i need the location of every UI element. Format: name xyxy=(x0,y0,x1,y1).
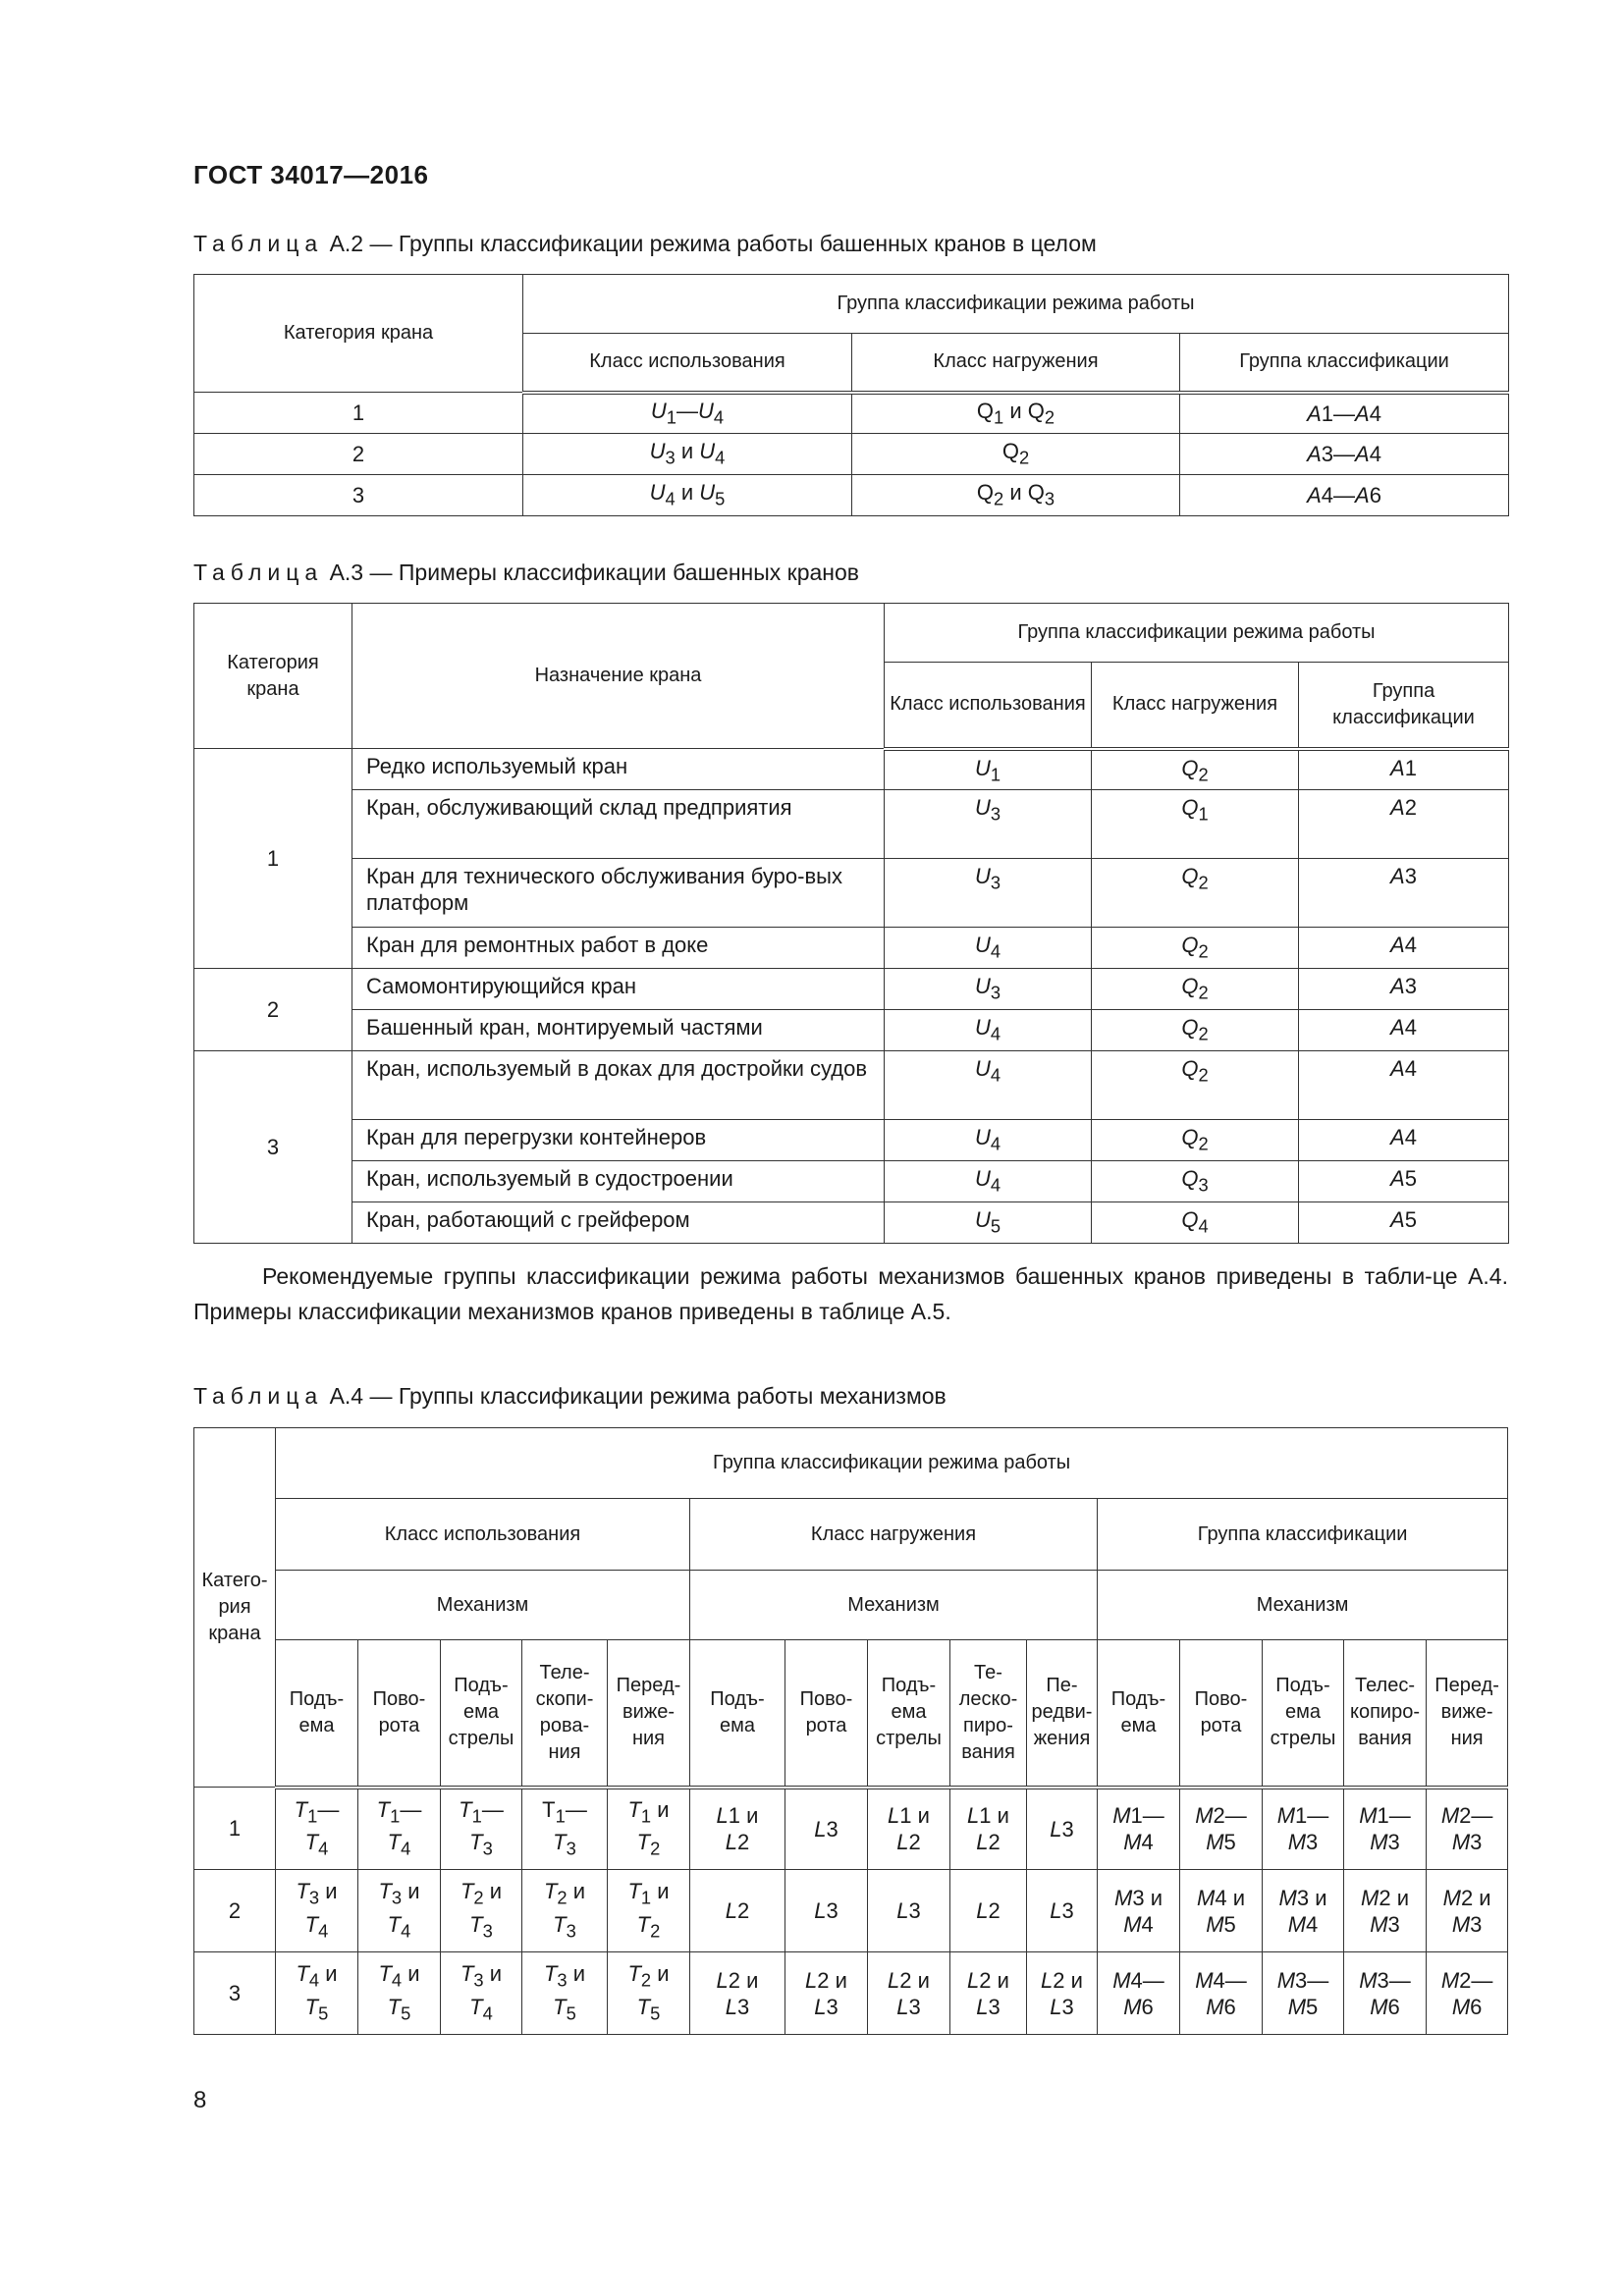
table-row xyxy=(194,790,1509,859)
table-a4-mechanism-class: Механизм xyxy=(1098,1571,1508,1640)
mechanism-group-cell: M3— M5 xyxy=(1263,1952,1344,2035)
crane-purpose-cell: Кран, используемый в доках для достройки судов xyxy=(352,1051,885,1120)
mechanism-group-cell: L3 xyxy=(1027,1870,1098,1952)
table-a2-header-load: Класс нагружения xyxy=(852,334,1180,393)
crane-purpose-cell: Кран, обслуживающий склад предприятия xyxy=(352,790,885,859)
category-cell: 2 xyxy=(194,434,523,475)
body-paragraph: Рекомендуемые группы классификации режима работы механизмов башенных кранов приведены в табли-це А.4. Примеры классификации механизмов кранов приведены в таблице А.5. xyxy=(193,1263,1508,1324)
use-class-cell: $U_3$ xyxy=(885,969,1092,1010)
mechanism-subheader-cell: Подъ-ема xyxy=(1098,1640,1180,1788)
table-row xyxy=(194,1161,1509,1202)
table-a4-subheader-row xyxy=(194,1640,1508,1788)
mechanism-group-cell: L2 и L3 xyxy=(950,1952,1027,2035)
table-a2 xyxy=(193,274,1509,516)
crane-purpose-cell: Кран, работающий с грейфером xyxy=(352,1202,885,1244)
mechanism-group-cell: $T_3$ и $T_5$ xyxy=(522,1952,608,2035)
mechanism-group-cell: L3 xyxy=(868,1870,950,1952)
table-row xyxy=(194,969,1509,1010)
table-row xyxy=(194,749,1509,790)
mechanism-group-cell: M2— M3 xyxy=(1427,1788,1508,1870)
table-a3-caption-text: А.3 — Примеры классификации башенных кранов xyxy=(323,560,859,585)
mechanism-group-cell: $T_3$ и $T_4$ xyxy=(441,1952,522,2035)
classification-group-cell: A5 xyxy=(1299,1161,1509,1202)
table-row xyxy=(194,1120,1509,1161)
use-class-cell: $U_1$ xyxy=(885,749,1092,790)
classification-group-cell: A4 xyxy=(1299,1051,1509,1120)
mechanism-group-cell: $T_1—$ $T_3$ xyxy=(522,1788,608,1870)
table-a4-caption-text: А.4 — Группы классификации режима работы механизмов xyxy=(323,1383,947,1409)
mechanism-group-cell: L3 xyxy=(785,1870,868,1952)
table-a3-header-class: Группа классификации xyxy=(1299,663,1509,749)
table-a3-caption-prefix: Таблица xyxy=(193,560,324,585)
mechanism-subheader-cell: Подъ-ема стрелы xyxy=(868,1640,950,1788)
use-class-cell: $U_4$ xyxy=(885,1120,1092,1161)
table-row xyxy=(194,1010,1509,1051)
load-class-cell: $Q_2$ xyxy=(1092,969,1299,1010)
table-a2-caption xyxy=(193,231,1097,257)
mechanism-subheader-cell: Пе-редви-жения xyxy=(1027,1640,1098,1788)
table-row xyxy=(194,434,1509,475)
load-class-cell: $Q_1$ и $Q_2$ xyxy=(852,393,1180,434)
classification-group-cell: A5 xyxy=(1299,1202,1509,1244)
mechanism-group-cell: L2 и L3 xyxy=(690,1952,785,2035)
category-cell: 2 xyxy=(194,969,352,1051)
mechanism-subheader-cell: Пово-рота xyxy=(1180,1640,1263,1788)
mechanism-group-cell: M3 и M4 xyxy=(1263,1870,1344,1952)
mechanism-group-cell: $T_4$ и $T_5$ xyxy=(358,1952,441,2035)
mechanism-group-cell: $T_1$ и $T_2$ xyxy=(608,1870,690,1952)
load-class-cell: $Q_2$ xyxy=(1092,749,1299,790)
mechanism-group-cell: $T_1—$ $T_3$ xyxy=(441,1788,522,1870)
mechanism-group-cell: L1 и L2 xyxy=(690,1788,785,1870)
category-cell: 1 xyxy=(194,1788,276,1870)
crane-purpose-cell: Башенный кран, монтируемый частями xyxy=(352,1010,885,1051)
use-class-cell: $U_3$ и $U_4$ xyxy=(523,434,852,475)
mechanism-group-cell: M2— M6 xyxy=(1427,1952,1508,2035)
table-a3-header-load: Класс нагружения xyxy=(1092,663,1299,749)
mechanism-group-cell: L3 xyxy=(785,1788,868,1870)
classification-group-cell: A4—A6 xyxy=(1180,475,1509,516)
category-cell: 3 xyxy=(194,475,523,516)
table-row xyxy=(194,1952,1508,2035)
table-a4 xyxy=(193,1427,1508,2035)
table-a2-body xyxy=(194,393,1509,516)
mechanism-group-cell: $T_3$ и $T_4$ xyxy=(276,1870,358,1952)
table-a4-header-use: Класс использования xyxy=(276,1499,690,1571)
mechanism-group-cell: M2 и M3 xyxy=(1427,1870,1508,1952)
mechanism-group-cell: M3 и M4 xyxy=(1098,1870,1180,1952)
mechanism-subheader-cell: Перед-виже-ния xyxy=(608,1640,690,1788)
mechanism-group-cell: L1 и L2 xyxy=(950,1788,1027,1870)
classification-group-cell: A3 xyxy=(1299,969,1509,1010)
table-row xyxy=(194,1788,1508,1870)
use-class-cell: $U_4$ и $U_5$ xyxy=(523,475,852,516)
table-row xyxy=(194,1870,1508,1952)
table-row xyxy=(194,475,1509,516)
category-cell: 1 xyxy=(194,393,523,434)
classification-group-cell: A4 xyxy=(1299,1010,1509,1051)
table-a3-header-group: Группа классификации режима работы xyxy=(885,604,1509,663)
table-a4-header-category: Катего-рия крана xyxy=(194,1428,276,1788)
mechanism-group-cell: $T_1—$ $T_4$ xyxy=(358,1788,441,1870)
mechanism-group-cell: M3— M6 xyxy=(1344,1952,1427,2035)
classification-group-cell: A1 xyxy=(1299,749,1509,790)
mechanism-group-cell: M4— M6 xyxy=(1098,1952,1180,2035)
classification-group-cell: A1—A4 xyxy=(1180,393,1509,434)
mechanism-group-cell: $T_2$ и $T_3$ xyxy=(441,1870,522,1952)
mechanism-group-cell: L2 и L3 xyxy=(1027,1952,1098,2035)
crane-purpose-cell: Кран для ремонтных работ в доке xyxy=(352,928,885,969)
table-a2-header-class: Группа классификации xyxy=(1180,334,1509,393)
table-row xyxy=(194,1051,1509,1120)
crane-purpose-cell: Самомонтирующийся кран xyxy=(352,969,885,1010)
table-a2-caption-prefix: Таблица xyxy=(193,231,324,256)
table-a3-caption xyxy=(193,560,859,586)
category-cell: 1 xyxy=(194,749,352,969)
use-class-cell: $U_4$ xyxy=(885,928,1092,969)
mechanism-group-cell: L3 xyxy=(1027,1788,1098,1870)
use-class-cell: $U_3$ xyxy=(885,790,1092,859)
load-class-cell: $Q_3$ xyxy=(1092,1161,1299,1202)
use-class-cell: $U_1—U_4$ xyxy=(523,393,852,434)
table-row xyxy=(194,859,1509,928)
mechanism-group-cell: L2 xyxy=(950,1870,1027,1952)
crane-purpose-cell: Кран для перегрузки контейнеров xyxy=(352,1120,885,1161)
table-a4-caption-prefix: Таблица xyxy=(193,1383,324,1409)
mechanism-group-cell: L2 и L3 xyxy=(785,1952,868,2035)
table-a2-header-use: Класс использования xyxy=(523,334,852,393)
table-row xyxy=(194,393,1509,434)
mechanism-subheader-cell: Подъ-ема стрелы xyxy=(1263,1640,1344,1788)
table-row xyxy=(194,928,1509,969)
mechanism-group-cell: L2 xyxy=(690,1870,785,1952)
mechanism-group-cell: $T_1—$ $T_4$ xyxy=(276,1788,358,1870)
load-class-cell: $Q_2$ xyxy=(852,434,1180,475)
use-class-cell: $U_4$ xyxy=(885,1010,1092,1051)
classification-group-cell: A4 xyxy=(1299,928,1509,969)
mechanism-subheader-cell: Пово-рота xyxy=(358,1640,441,1788)
mechanism-subheader-cell: Теле-скопи-рова-ния xyxy=(522,1640,608,1788)
mechanism-group-cell: M1— M4 xyxy=(1098,1788,1180,1870)
table-a4-body xyxy=(194,1788,1508,2035)
mechanism-group-cell: $T_1$ и $T_2$ xyxy=(608,1788,690,1870)
table-a4-header-load: Класс нагружения xyxy=(690,1499,1098,1571)
table-a4-mechanism-use: Механизм xyxy=(276,1571,690,1640)
table-a3-header-purpose: Назначение крана xyxy=(352,604,885,749)
mechanism-group-cell: M4— M6 xyxy=(1180,1952,1263,2035)
category-cell: 3 xyxy=(194,1051,352,1244)
classification-group-cell: A3—A4 xyxy=(1180,434,1509,475)
mechanism-group-cell: M1— M3 xyxy=(1344,1788,1427,1870)
use-class-cell: $U_4$ xyxy=(885,1161,1092,1202)
mechanism-group-cell: $T_4$ и $T_5$ xyxy=(276,1952,358,2035)
mechanism-group-cell: L2 и L3 xyxy=(868,1952,950,2035)
table-a2-header-group: Группа классификации режима работы xyxy=(523,275,1509,334)
document-header: ГОСТ 34017—2016 xyxy=(193,160,429,189)
load-class-cell: $Q_2$ xyxy=(1092,1010,1299,1051)
table-a4-caption xyxy=(193,1383,947,1410)
page-number: 8 xyxy=(193,2087,207,2113)
table-a4-header-group: Группа классификации режима работы xyxy=(276,1428,1508,1499)
table-a2-caption-text: А.2 — Группы классификации режима работы башенных кранов в целом xyxy=(323,231,1097,256)
category-cell: 2 xyxy=(194,1870,276,1952)
mechanism-subheader-cell: Телес-копиро-вания xyxy=(1344,1640,1427,1788)
use-class-cell: $U_3$ xyxy=(885,859,1092,928)
mechanism-group-cell: $T_2$ и $T_5$ xyxy=(608,1952,690,2035)
table-a2-header-category: Категория крана xyxy=(194,275,523,393)
use-class-cell: $U_4$ xyxy=(885,1051,1092,1120)
crane-purpose-cell: Кран для технического обслуживания буро-вых платформ xyxy=(352,859,885,928)
use-class-cell: $U_5$ xyxy=(885,1202,1092,1244)
mechanism-subheader-cell: Те-леско-пиро-вания xyxy=(950,1640,1027,1788)
table-a3-header-category: Категория крана xyxy=(194,604,352,749)
load-class-cell: $Q_2$ и $Q_3$ xyxy=(852,475,1180,516)
load-class-cell: $Q_4$ xyxy=(1092,1202,1299,1244)
load-class-cell: $Q_2$ xyxy=(1092,1120,1299,1161)
mechanism-subheader-cell: Пово-рота xyxy=(785,1640,868,1788)
table-a4-header-class: Группа классификации xyxy=(1098,1499,1508,1571)
crane-purpose-cell: Редко используемый кран xyxy=(352,749,885,790)
mechanism-group-cell: M1— M3 xyxy=(1263,1788,1344,1870)
mechanism-subheader-cell: Подъ-ема xyxy=(276,1640,358,1788)
crane-purpose-cell: Кран, используемый в судостроении xyxy=(352,1161,885,1202)
mechanism-group-cell: $T_3$ и $T_4$ xyxy=(358,1870,441,1952)
table-a3-header-use: Класс использования xyxy=(885,663,1092,749)
mechanism-group-cell: M2— M5 xyxy=(1180,1788,1263,1870)
load-class-cell: $Q_2$ xyxy=(1092,928,1299,969)
mechanism-group-cell: M4 и M5 xyxy=(1180,1870,1263,1952)
category-cell: 3 xyxy=(194,1952,276,2035)
load-class-cell: $Q_1$ xyxy=(1092,790,1299,859)
mechanism-subheader-cell: Перед-виже-ния xyxy=(1427,1640,1508,1788)
mechanism-group-cell: M2 и M3 xyxy=(1344,1870,1427,1952)
load-class-cell: $Q_2$ xyxy=(1092,859,1299,928)
table-row xyxy=(194,1202,1509,1244)
mechanism-group-cell: L1 и L2 xyxy=(868,1788,950,1870)
mechanism-subheader-cell: Подъ-ема стрелы xyxy=(441,1640,522,1788)
classification-group-cell: A4 xyxy=(1299,1120,1509,1161)
classification-group-cell: A3 xyxy=(1299,859,1509,928)
mechanism-group-cell: $T_2$ и $T_3$ xyxy=(522,1870,608,1952)
table-a3-body xyxy=(194,749,1509,1244)
table-a3 xyxy=(193,603,1509,1244)
mechanism-subheader-cell: Подъ-ема xyxy=(690,1640,785,1788)
classification-group-cell: A2 xyxy=(1299,790,1509,859)
load-class-cell: $Q_2$ xyxy=(1092,1051,1299,1120)
table-a4-mechanism-load: Механизм xyxy=(690,1571,1098,1640)
